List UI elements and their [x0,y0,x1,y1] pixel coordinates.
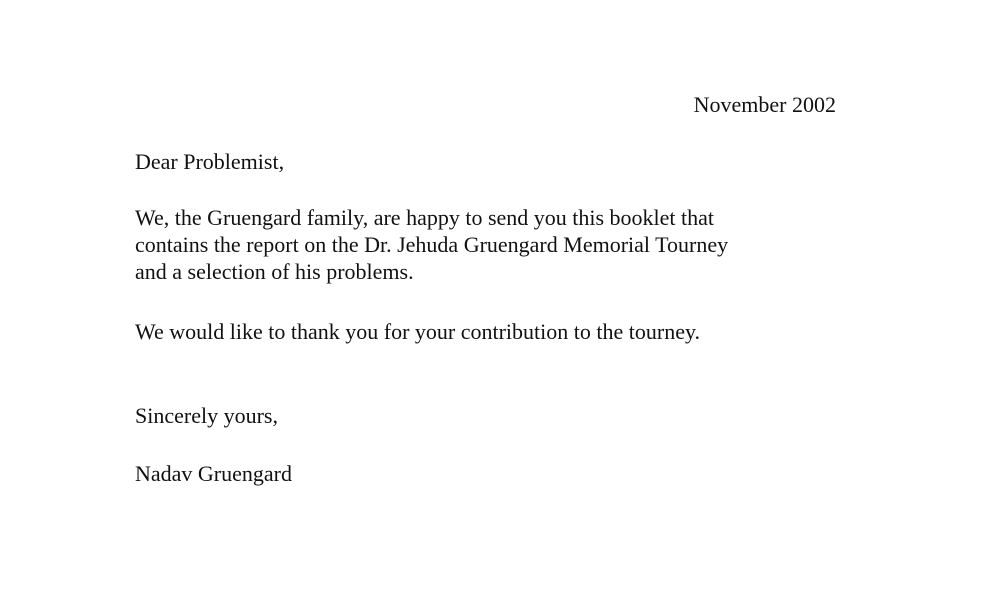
paragraph-line: contains the report on the Dr. Jehuda Gruengard Memorial Tourney [135,232,729,257]
paragraph-line: and a selection of his problems. [135,259,414,284]
paragraph-line: We, the Gruengard family, are happy to send you this booklet that [135,205,715,230]
body-paragraph-1 [135,204,728,285]
signature: Nadav Gruengard [135,461,292,486]
body-paragraph-2: We would like to thank you for your contribution to the tourney. [135,319,701,344]
closing: Sincerely yours, [135,403,278,428]
salutation: Dear Problemist, [135,149,285,174]
letter-date: November 2002 [693,92,836,117]
